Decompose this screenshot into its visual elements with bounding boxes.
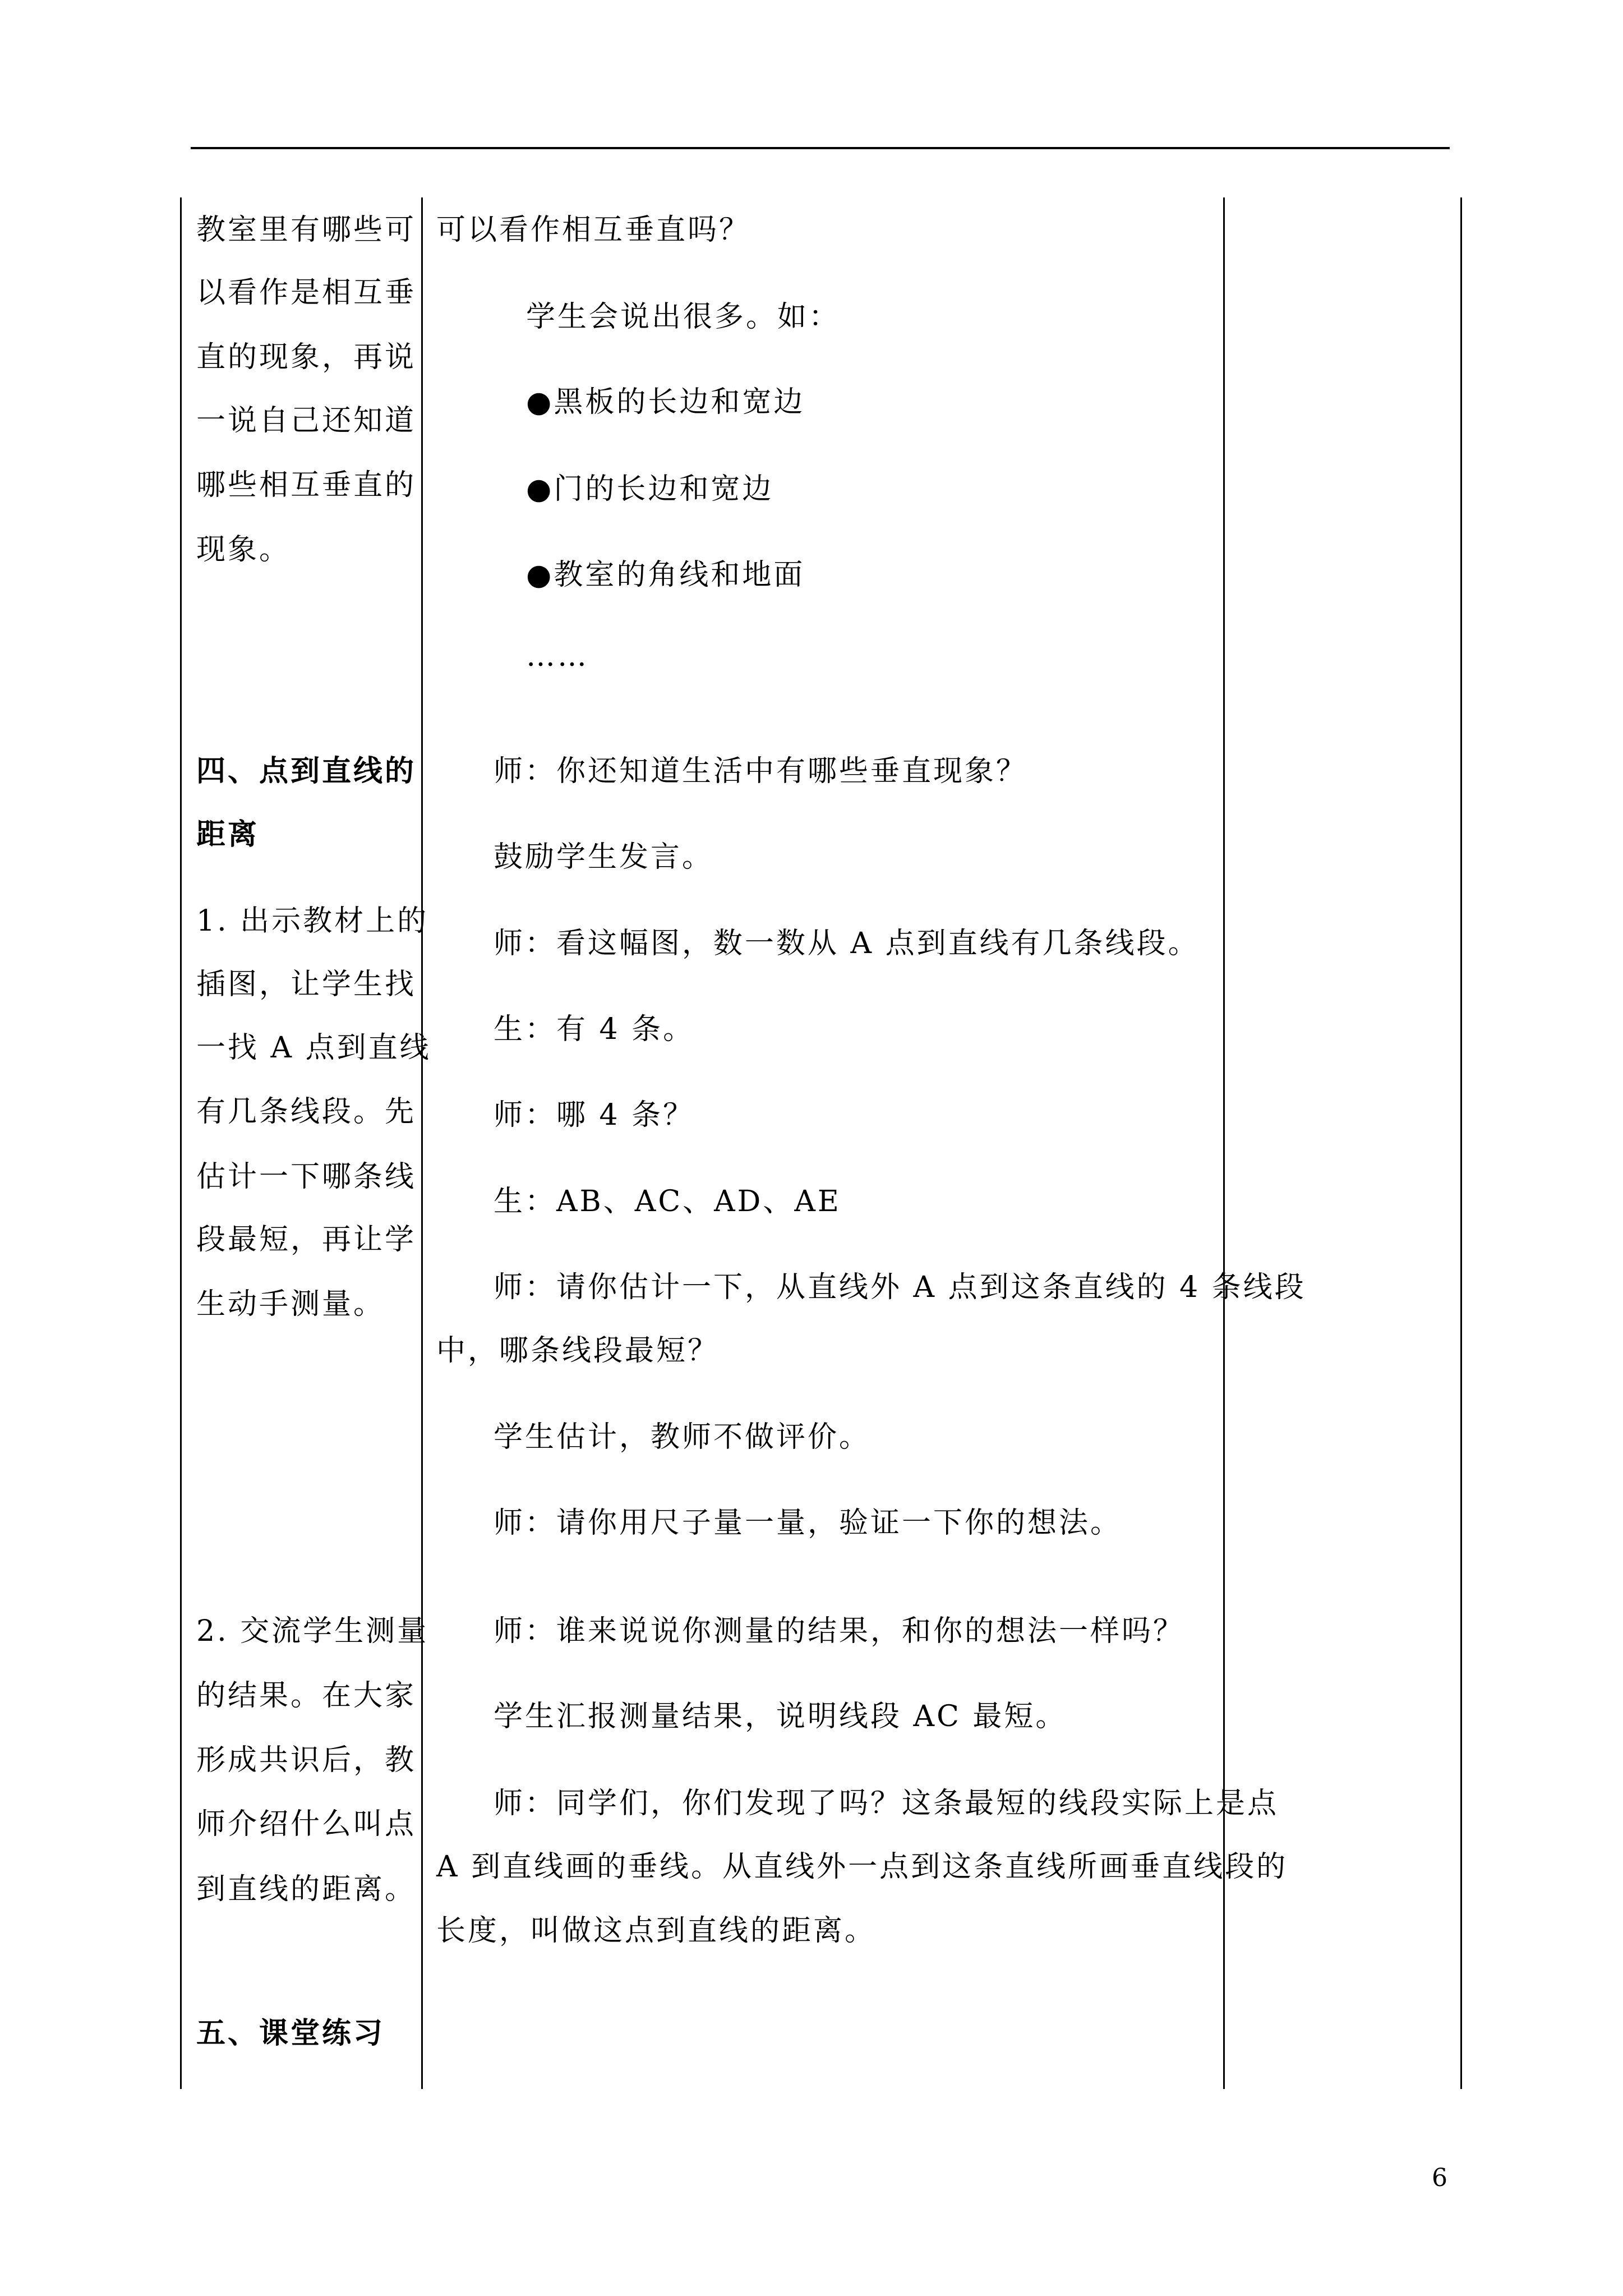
right-text-line: 中，哪条线段最短？ — [436, 1334, 720, 1368]
right-text-line: 学生估计，教师不做评价。 — [494, 1420, 871, 1454]
table-border-left — [180, 197, 182, 2089]
right-text-line: 生：AB、AC、AD、AE — [494, 1185, 841, 1218]
right-text-line: …… — [526, 639, 589, 673]
left-text-line: 哪些相互垂直的 — [196, 468, 417, 502]
left-text-line: 到直线的距离。 — [196, 1872, 417, 1906]
left-text-line: 段最短，再让学 — [196, 1223, 417, 1257]
right-text-line: 学生汇报测量结果，说明线段 AC 最短。 — [494, 1700, 1067, 1733]
right-text-line: 长度，叫做这点到直线的距离。 — [436, 1914, 877, 1948]
left-text-line: 2. 交流学生测量 — [196, 1614, 429, 1648]
right-text-line: 师：谁来说说你测量的结果，和你的想法一样吗？ — [494, 1614, 1185, 1648]
left-text-line: 生动手测量。 — [196, 1287, 385, 1321]
left-text-line: 有几条线段。先 — [196, 1095, 417, 1129]
right-text-line: 鼓励学生发言。 — [494, 840, 714, 874]
left-text-line: 插图，让学生找 — [196, 968, 417, 1001]
section-title: 五、课堂练习 — [196, 2016, 385, 2050]
right-text-line: 可以看作相互垂直吗？ — [436, 213, 751, 247]
left-text-line: 教室里有哪些可 — [196, 213, 417, 247]
right-text-line: 师：同学们，你们发现了吗？这条最短的线段实际上是点 — [494, 1787, 1279, 1820]
right-text-line: 师：请你用尺子量一量，验证一下你的想法。 — [494, 1506, 1122, 1540]
left-text-line: 1. 出示教材上的 — [196, 904, 429, 938]
left-text-line: 现象。 — [196, 533, 291, 567]
section-title: 距离 — [196, 817, 260, 852]
page-number: 6 — [1432, 2164, 1447, 2192]
left-text-line: 估计一下哪条线 — [196, 1160, 417, 1194]
right-text-line: 师：看这幅图，数一数从 A 点到直线有几条线段。 — [494, 927, 1200, 960]
right-text-line: 生：有 4 条。 — [494, 1013, 695, 1046]
right-text-line: 学生会说出很多。如： — [526, 300, 841, 334]
left-text-line: 直的现象，再说 — [196, 341, 417, 374]
left-text-line: 师介绍什么叫点 — [196, 1807, 417, 1841]
right-text-line: A 到直线画的垂线。从直线外一点到这条直线所画垂直线段的 — [436, 1850, 1288, 1884]
left-text-line: 一找 A 点到直线 — [196, 1031, 431, 1065]
left-text-line: 一说自己还知道 — [196, 404, 417, 438]
right-text-line: ●教室的角线和地面 — [526, 558, 805, 592]
right-text-line: 师：请你估计一下，从直线外 A 点到这条直线的 4 条线段 — [494, 1271, 1306, 1304]
table-border-right — [1460, 197, 1462, 2089]
right-text-line: 师：你还知道生活中有哪些垂直现象？ — [494, 754, 1028, 788]
left-text-line: 以看作是相互垂 — [196, 276, 417, 310]
section-title: 四、点到直线的 — [196, 754, 417, 788]
right-text-line: ●门的长边和宽边 — [526, 472, 774, 506]
left-text-line: 形成共识后，教 — [196, 1743, 417, 1777]
left-text-line: 的结果。在大家 — [196, 1679, 417, 1713]
right-text-line: ●黑板的长边和宽边 — [526, 385, 805, 419]
header-rule — [191, 147, 1450, 149]
right-text-line: 师：哪 4 条？ — [494, 1098, 695, 1132]
table-border-col1 — [421, 197, 423, 2089]
